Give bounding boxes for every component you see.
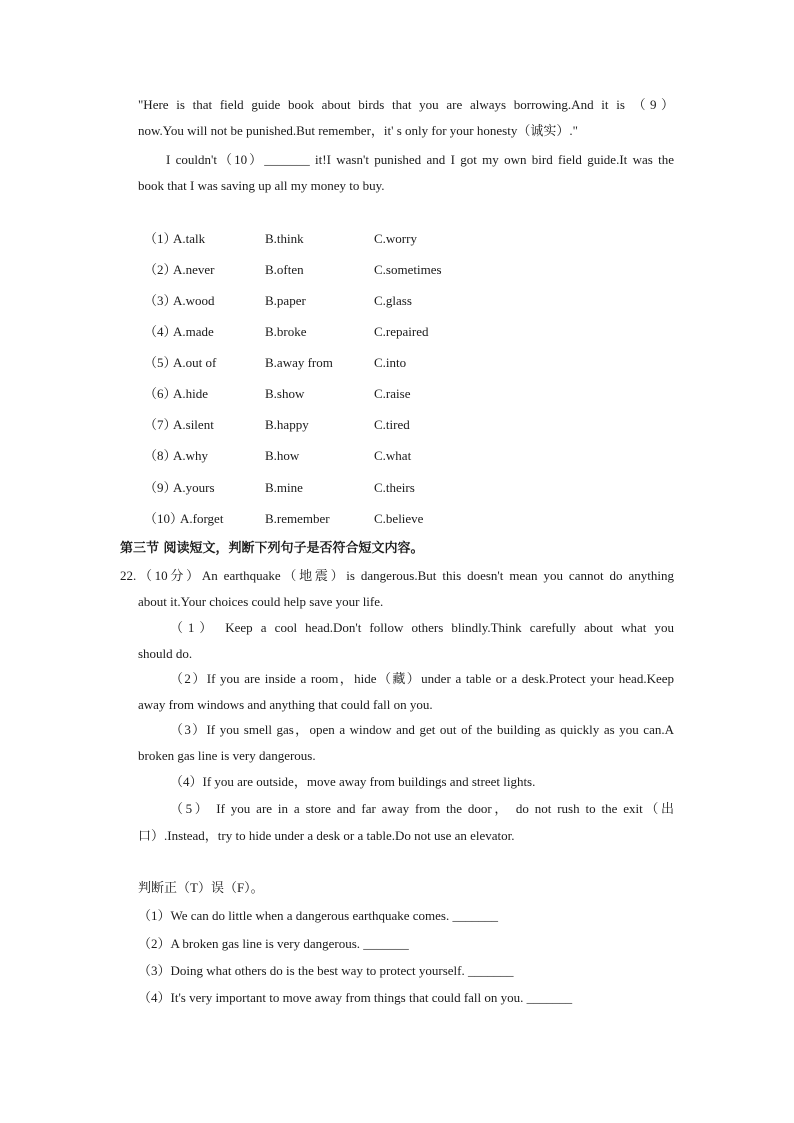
choice-option-a: A.forget xyxy=(180,511,224,526)
choice-option-c: C.believe xyxy=(374,511,424,526)
choice-number: （3） xyxy=(144,293,177,308)
tip-line: （2）If you are inside a room，hide（藏）under a table or a desk.Protect your head.Keep xyxy=(170,671,674,686)
choice-number: （2） xyxy=(144,262,177,277)
choice-option-c: C.tired xyxy=(374,417,410,432)
choice-number: （7） xyxy=(144,417,177,432)
choice-number: （1） xyxy=(144,231,177,246)
choice-option-a: A.why xyxy=(173,448,209,463)
tf-item: （1）We can do little when a dangerous earthquake comes. _______ xyxy=(138,908,498,923)
tip-line: （3）If you smell gas，open a window and get out of the building as quickly as you can.A xyxy=(170,722,674,737)
choice-option-b: B.how xyxy=(265,448,300,463)
choice-option-c: C.into xyxy=(374,355,407,370)
choice-number: （5） xyxy=(144,355,177,370)
tip-line: （4）If you are outside，move away from buildings and street lights. xyxy=(170,774,536,789)
tip-line: broken gas line is very dangerous. xyxy=(138,748,316,763)
choice-option-a: A.out of xyxy=(173,355,217,370)
choice-option-b: B.remember xyxy=(265,511,330,526)
choice-number: （8） xyxy=(144,448,177,463)
passage-line: now.You will not be punished.But remember，it' s only for your honesty（诚实）." xyxy=(138,123,578,138)
question-intro-line: about it.Your choices could help save your life. xyxy=(138,594,384,609)
choice-option-a: A.wood xyxy=(173,293,215,308)
choice-option-c: C.theirs xyxy=(374,480,415,495)
choice-option-a: A.never xyxy=(173,262,215,277)
choice-number: （4） xyxy=(144,324,177,339)
tip-line: （5） If you are in a store and far away from the door， do not rush to the exit（出 xyxy=(170,801,674,816)
tip-line: should do. xyxy=(138,646,193,661)
choice-option-b: B.often xyxy=(265,262,304,277)
choice-option-c: C.worry xyxy=(374,231,417,246)
choice-option-a: A.made xyxy=(173,324,214,339)
passage-line: book that I was saving up all my money to buy. xyxy=(138,178,385,193)
question-intro-line: 22.（10分）An earthquake（地震）is dangerous.But this doesn't mean you cannot do anything xyxy=(120,568,674,583)
tf-item: （4）It's very important to move away from things that could fall on you. _______ xyxy=(138,990,573,1005)
passage-line: I couldn't（10）_______ it!I wasn't punished and I got my own bird field guide.It was the xyxy=(166,152,674,167)
passage-line: "Here is that field guide book about birds that you are always borrowing.And it is （9） xyxy=(138,97,674,112)
choice-option-b: B.show xyxy=(265,386,305,401)
choice-option-a: A.hide xyxy=(173,386,209,401)
tf-item: （2）A broken gas line is very dangerous. _______ xyxy=(138,936,409,951)
tip-line: 口）.Instead，try to hide under a desk or a table.Do not use an elevator. xyxy=(138,828,515,843)
tf-heading: 判断正（T）误（F）。 xyxy=(138,880,264,895)
choice-option-c: C.glass xyxy=(374,293,412,308)
choice-option-a: A.silent xyxy=(173,417,214,432)
section-heading: 第三节 阅读短文，判断下列句子是否符合短文内容。 xyxy=(120,541,424,556)
choice-option-b: B.happy xyxy=(265,417,309,432)
tf-item: （3）Doing what others do is the best way to protect yourself. _______ xyxy=(138,963,514,978)
tip-line: （1） Keep a cool head.Don't follow others blindly.Think carefully about what you xyxy=(170,620,674,635)
choice-number: （6） xyxy=(144,386,177,401)
choice-option-c: C.what xyxy=(374,448,412,463)
choice-option-c: C.repaired xyxy=(374,324,429,339)
choice-option-c: C.raise xyxy=(374,386,411,401)
choice-option-b: B.away from xyxy=(265,355,333,370)
choice-option-c: C.sometimes xyxy=(374,262,442,277)
choice-option-a: A.talk xyxy=(173,231,206,246)
tip-line: away from windows and anything that could fall on you. xyxy=(138,697,433,712)
choice-option-b: B.broke xyxy=(265,324,307,339)
choice-number: （9） xyxy=(144,480,177,495)
choice-option-b: B.think xyxy=(265,231,304,246)
choice-option-b: B.mine xyxy=(265,480,303,495)
choice-option-b: B.paper xyxy=(265,293,306,308)
choice-number: （10） xyxy=(144,511,184,526)
choice-option-a: A.yours xyxy=(173,480,215,495)
